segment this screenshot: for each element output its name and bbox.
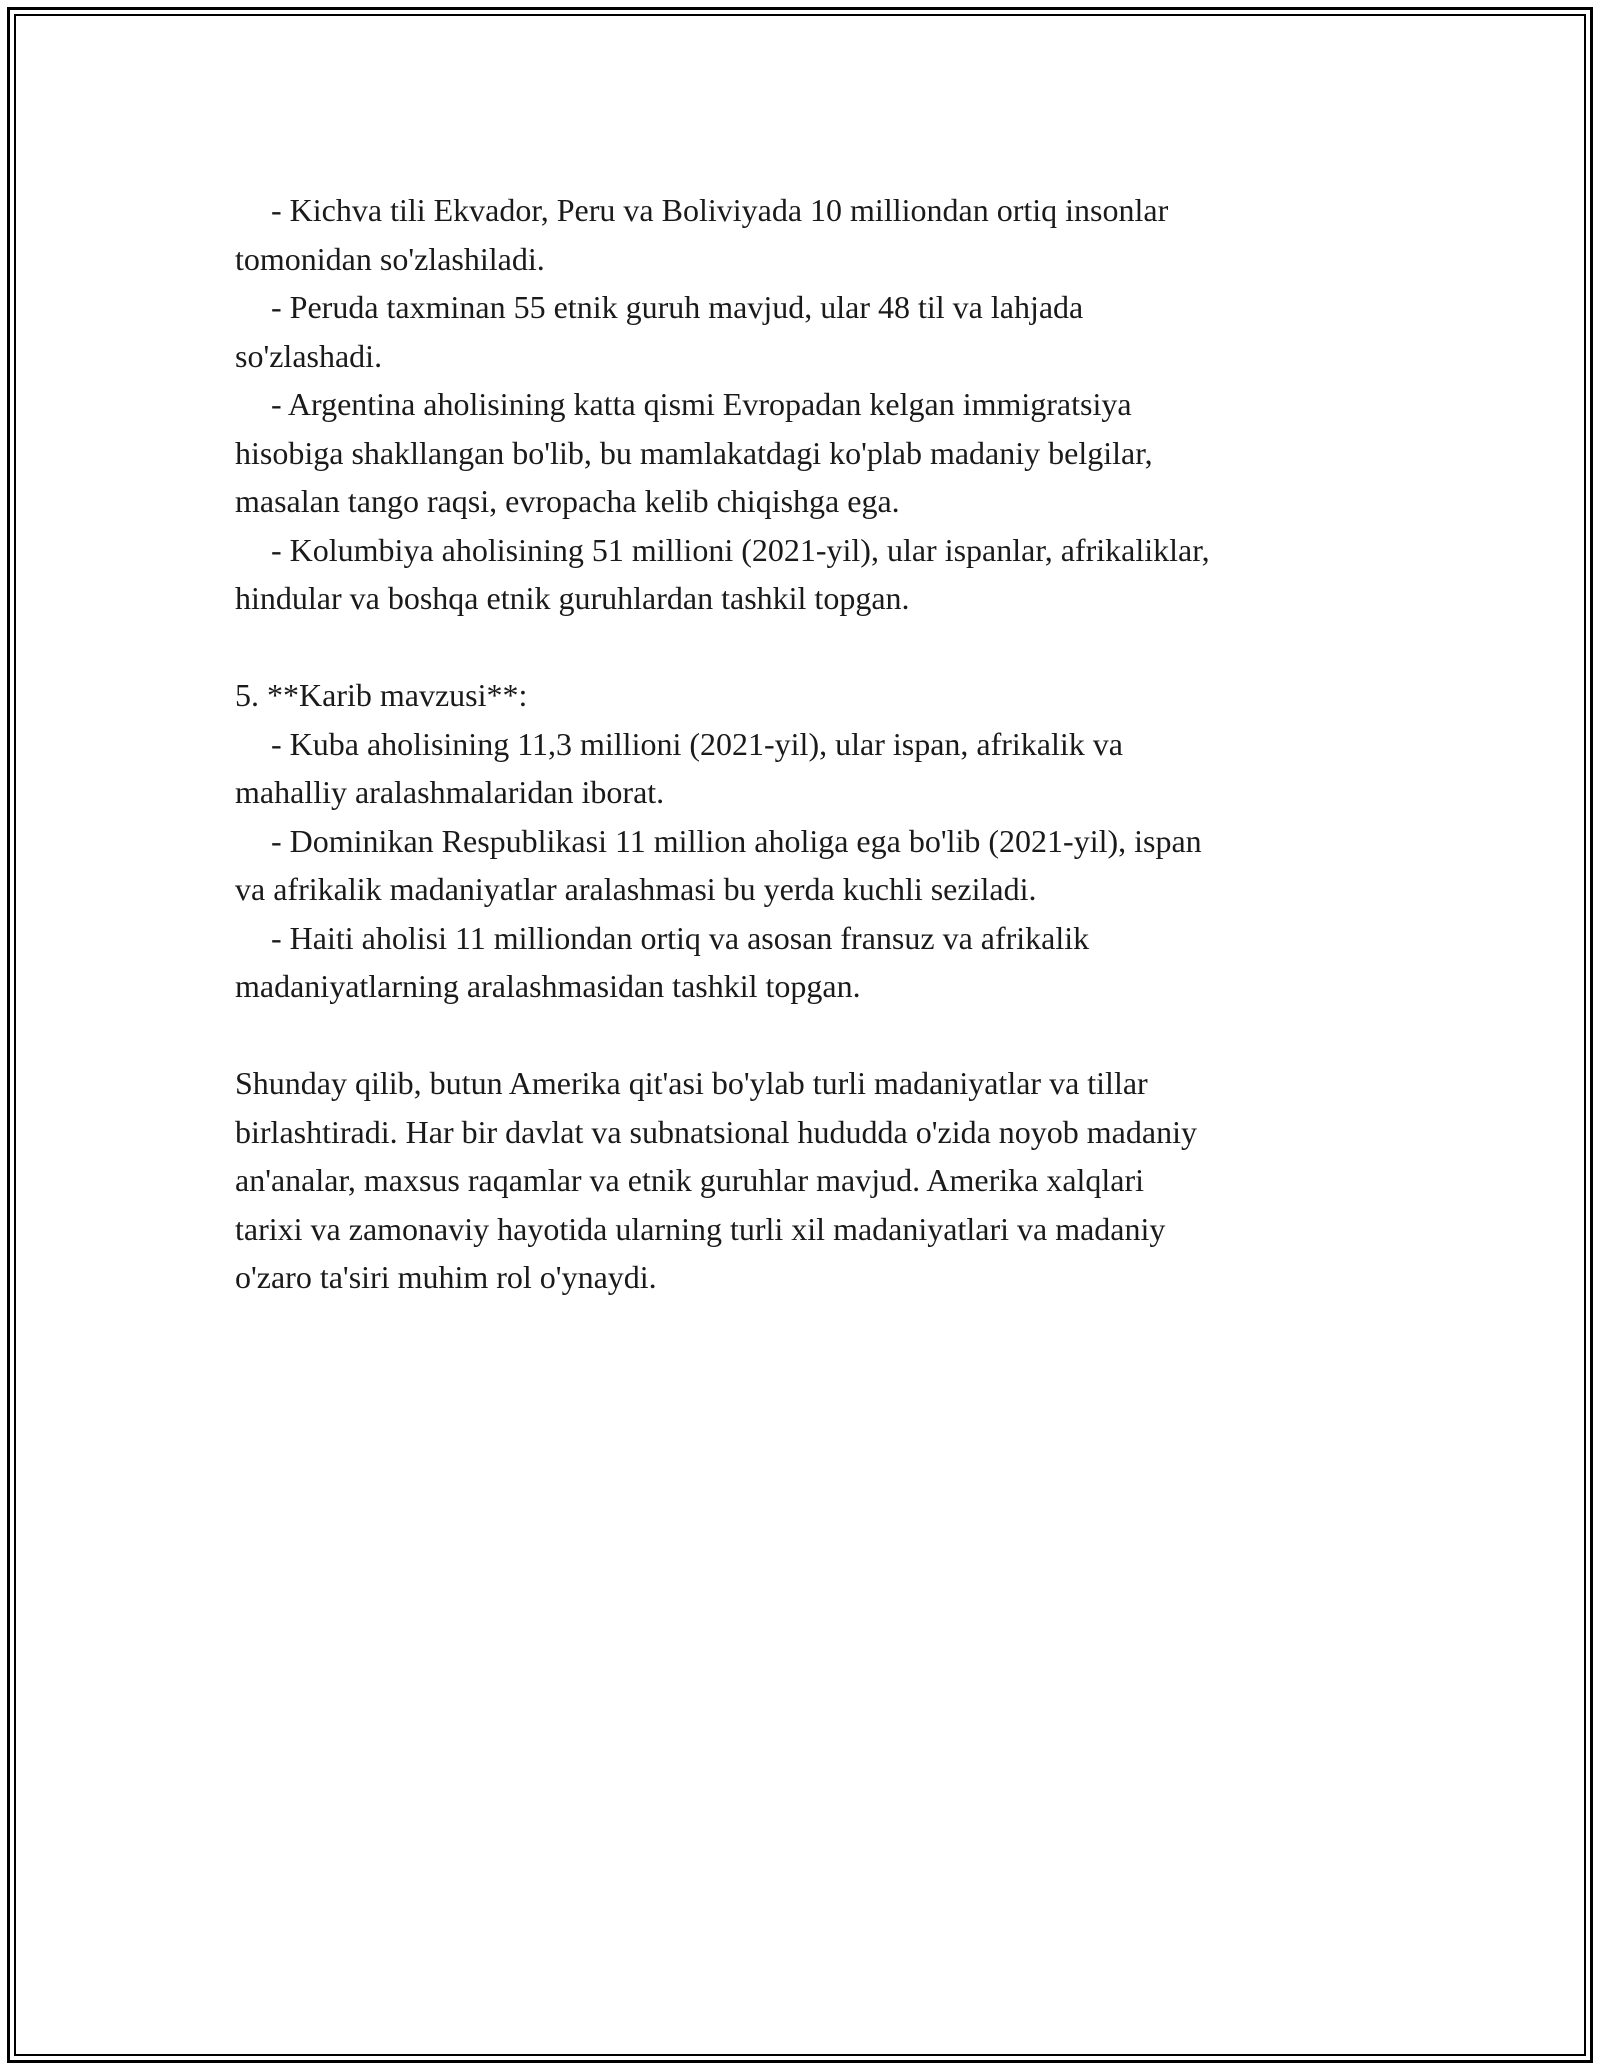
list-item-line: - Dominikan Respublikasi 11 million aholiga ega bo'lib (2021-yil), ispan — [271, 822, 1202, 859]
paragraph-line: o'zaro ta'siri muhim rol o'ynaydi. — [235, 1259, 657, 1295]
list-item — [235, 380, 1365, 526]
list-item-line: - Peruda taxminan 55 etnik guruh mavjud, ular 48 til va lahjada — [271, 289, 1084, 325]
list-item — [235, 817, 1365, 914]
list-item-line: - Kolumbiya aholisining 51 millioni (2021-yil), ular ispanlar, afrikaliklar, — [271, 531, 1210, 568]
section-4-list — [235, 186, 1365, 623]
conclusion-paragraph — [235, 1059, 1365, 1302]
list-item — [235, 914, 1365, 1011]
list-item — [235, 720, 1365, 817]
document-body — [235, 186, 1365, 1302]
list-item — [235, 526, 1365, 623]
list-item-line: hisobiga shakllangan bo'lib, bu mamlakatdagi ko'plab madaniy belgilar, — [235, 434, 1153, 471]
list-item-line: masalan tango raqsi, evropacha kelib chiqishga ega. — [235, 483, 900, 519]
list-item-line: hindular va boshqa etnik guruhlardan tashkil topgan. — [235, 580, 910, 616]
paragraph-gap — [235, 1011, 1365, 1060]
paragraph-line: birlashtiradi. Har bir davlat va subnatsional hududda o'zida noyob madaniy — [235, 1113, 1197, 1150]
list-item — [235, 186, 1365, 283]
list-item-line: - Kichva tili Ekvador, Peru va Boliviyada 10 milliondan ortiq insonlar — [271, 192, 1169, 228]
list-item-line: - Haiti aholisi 11 milliondan ortiq va asosan fransuz va afrikalik — [271, 919, 1090, 956]
list-item-line: - Argentina aholisining katta qismi Evropadan kelgan immigratsiya — [271, 386, 1132, 422]
list-item — [235, 283, 1365, 380]
list-item-line: mahalliy aralashmalaridan iborat. — [235, 774, 665, 810]
list-item-line: - Kuba aholisining 11,3 millioni (2021-yil), ular ispan, afrikalik va — [271, 725, 1123, 762]
section-5 — [235, 671, 1365, 1011]
paragraph-gap — [235, 623, 1365, 672]
list-item-line: va afrikalik madaniyatlar aralashmasi bu yerda kuchli seziladi. — [235, 871, 1037, 907]
paragraph-line: tarixi va zamonaviy hayotida ularning turli xil madaniyatlari va madaniy — [235, 1210, 1166, 1247]
paragraph-line: Shunday qilib, butun Amerika qit'asi bo'ylab turli madaniyatlar va tillar — [235, 1065, 1148, 1101]
section-heading: 5. **Karib mavzusi**: — [235, 677, 528, 713]
list-item-line: tomonidan so'zlashiladi. — [235, 240, 545, 277]
list-item-line: madaniyatlarning aralashmasidan tashkil topgan. — [235, 968, 861, 1004]
paragraph-line: an'analar, maxsus raqamlar va etnik guruhlar mavjud. Amerika xalqlari — [235, 1162, 1145, 1198]
list-item-line: so'zlashadi. — [235, 337, 383, 374]
